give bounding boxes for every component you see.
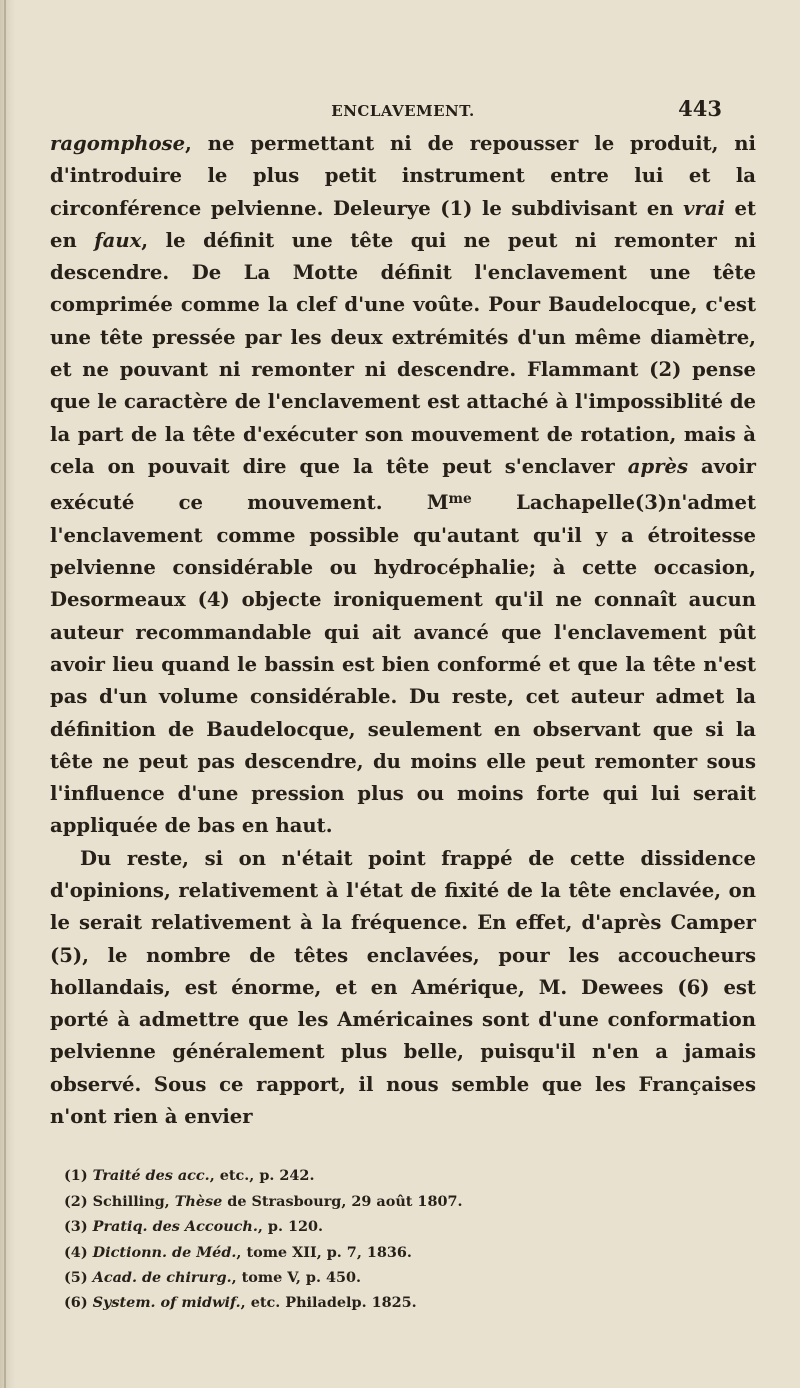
footnote-4 — [64, 1240, 756, 1265]
footnote-text: , etc., p. 242. — [209, 1167, 315, 1185]
superscript: me — [448, 491, 472, 508]
footnote-title: Thèse — [174, 1192, 223, 1210]
footnote-text: , tome XII, p. 7, 1836. — [236, 1243, 412, 1261]
footnote-title: System. of midwif. — [92, 1294, 241, 1312]
footnote-number: (2) — [64, 1192, 88, 1210]
running-title: ENCLAVEMENT. — [331, 102, 475, 120]
footnote-5 — [64, 1265, 756, 1290]
footnote-6 — [64, 1290, 756, 1315]
page-number: 443 — [678, 96, 722, 121]
footnote-number: (3) — [64, 1218, 88, 1236]
footnote-title: Pratiq. des Accouch. — [92, 1218, 258, 1236]
footnote-text: Schilling, — [92, 1192, 175, 1210]
running-head — [50, 96, 756, 126]
paragraph-2: Du reste, si on n'était point frappé de cette dissidence d'opinions, relativement à l'état de fixité de la tête enclavée, on le serait relativement à la fréquence. En effet, d'après Camper (5), le nombre de têtes enclavées, pour les accoucheurs hollandais, est énorme, et en Amérique, M. Dewees (6) est porté à admettre que les Américaines sont d'une conformation pelvienne généralement plus belle, puisqu'il n'en a jamais observé. Sous ce rapport, il nous semble que les Françaises n'ont rien à envier — [50, 846, 756, 1129]
page-binding-edge — [0, 0, 16, 1388]
footnote-number: (4) — [64, 1243, 88, 1261]
footnote-1 — [64, 1163, 756, 1188]
italic-term: vrai — [683, 196, 725, 220]
text-run: Lachapelle(3)n'admet l'enclavement comme possible qu'autant qu'il y a étroitesse pelvienne considérable ou hydrocéphalie; à cette occasion, Desormeaux (4) objecte ironiquement qu'il ne connaît aucun auteur recommandable qui ait avancé que l'enclavement pût avoir lieu quand le bassin est bien conformé et que la tête n'est pas d'un volume considérable. Du reste, cet auteur admet la définition de Baudelocque, seulement en observant que si la tête ne peut pas descendre, du moins elle peut remonter sous l'influence d'une pression plus ou moins forte qui lui serait appliquée de bas en haut. — [50, 491, 756, 838]
italic-term: après — [627, 454, 689, 478]
italic-term: faux — [94, 228, 142, 252]
body-text — [50, 128, 756, 1133]
footnote-title: Dictionn. de Méd. — [92, 1243, 237, 1261]
text-run: et en — [50, 196, 756, 252]
paragraph-1 — [50, 128, 756, 843]
footnote-title: Traité des acc. — [92, 1167, 210, 1185]
footnote-text: , tome V, p. 450. — [231, 1269, 362, 1286]
footnote-number: (5) — [64, 1269, 88, 1286]
text-run: , le définit une tête qui ne peut ni remonter ni descendre. De La Motte définit l'enclavement une tête comprimée comme la clef d'une voûte. Pour Baudelocque, c'est une tête pressée par les deux extrémités d'un même diamètre, et ne pouvant ni remonter ni descendre. Flammant (2) pense que le caractère de l'enclavement est attaché à l'impossiblité de la part de la tête d'exécuter son mouvement de rotation, mais à cela on pouvait dire que la tête peut s'enclaver — [50, 228, 756, 478]
footnote-text: , p. 120. — [257, 1218, 324, 1236]
text-run: avoir exécuté ce mouvement. M — [50, 454, 756, 515]
footnote-3 — [64, 1214, 756, 1239]
footnote-text: de Strasbourg, 29 août 1807. — [222, 1192, 463, 1210]
footnote-text: , etc. Philadelp. 1825. — [240, 1294, 417, 1312]
text-run: , ne permettant ni de repousser le produit, ni d'introduire le plus petit instrument entre lui et la circonférence pelvienne. Deleurye (1) le subdivisant en — [50, 132, 756, 220]
footnote-number: (1) — [64, 1167, 88, 1185]
footnote-title: Acad. de chirurg. — [92, 1269, 232, 1286]
footnote-2 — [64, 1189, 756, 1214]
italic-term: ragomphose — [50, 132, 186, 155]
footnote-number: (6) — [64, 1294, 88, 1312]
book-page — [50, 96, 756, 1316]
footnotes — [50, 1163, 756, 1315]
